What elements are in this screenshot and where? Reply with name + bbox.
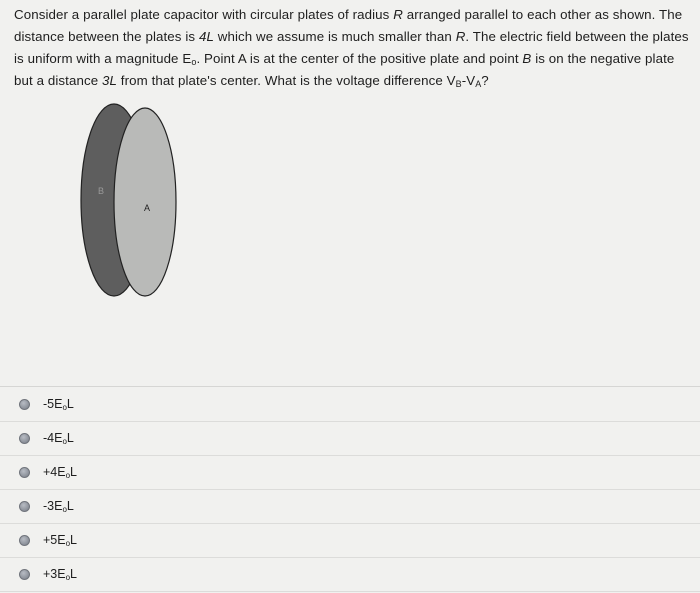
radio-button-icon[interactable] xyxy=(19,569,30,580)
positive-plate xyxy=(114,108,176,296)
question-text: Consider a parallel plate capacitor with circular plates of radius R arranged parallel to each other as shown. The distance between the plates is 4L which we assume is much smaller than R. The electric field between the plates is uniform with a magnitude $E_o$. Point A is at the center of the positive plate and point B is on the negative plate but a distance 3L from that plate's center. What is the voltage difference $V_B-V_A$? xyxy=(14,7,689,89)
answer-choice-1[interactable] xyxy=(0,387,700,422)
answer-choices xyxy=(0,386,700,593)
radio-button-icon[interactable] xyxy=(19,535,30,546)
answer-choice-6[interactable] xyxy=(0,557,700,592)
radio-button-icon[interactable] xyxy=(19,467,30,478)
radio-button-icon[interactable] xyxy=(19,501,30,512)
radio-button-icon[interactable] xyxy=(19,433,30,444)
choice-label: $+5E_oL$ xyxy=(43,533,77,548)
choice-label: $-3E_oL$ xyxy=(43,499,74,514)
choice-label: $+4E_oL$ xyxy=(43,465,77,480)
answer-choice-3[interactable] xyxy=(0,455,700,490)
choice-label: $+3E_oL$ xyxy=(43,567,77,582)
capacitor-figure xyxy=(60,96,200,308)
choice-label: $-4E_oL$ xyxy=(43,431,74,446)
answer-choice-4[interactable] xyxy=(0,489,700,524)
radio-button-icon[interactable] xyxy=(19,399,30,410)
choice-label: $-5E_oL$ xyxy=(43,397,74,412)
answer-choice-2[interactable] xyxy=(0,421,700,456)
answer-choice-5[interactable] xyxy=(0,523,700,558)
point-b-label: B xyxy=(98,186,105,196)
point-a-label: A xyxy=(144,203,151,213)
